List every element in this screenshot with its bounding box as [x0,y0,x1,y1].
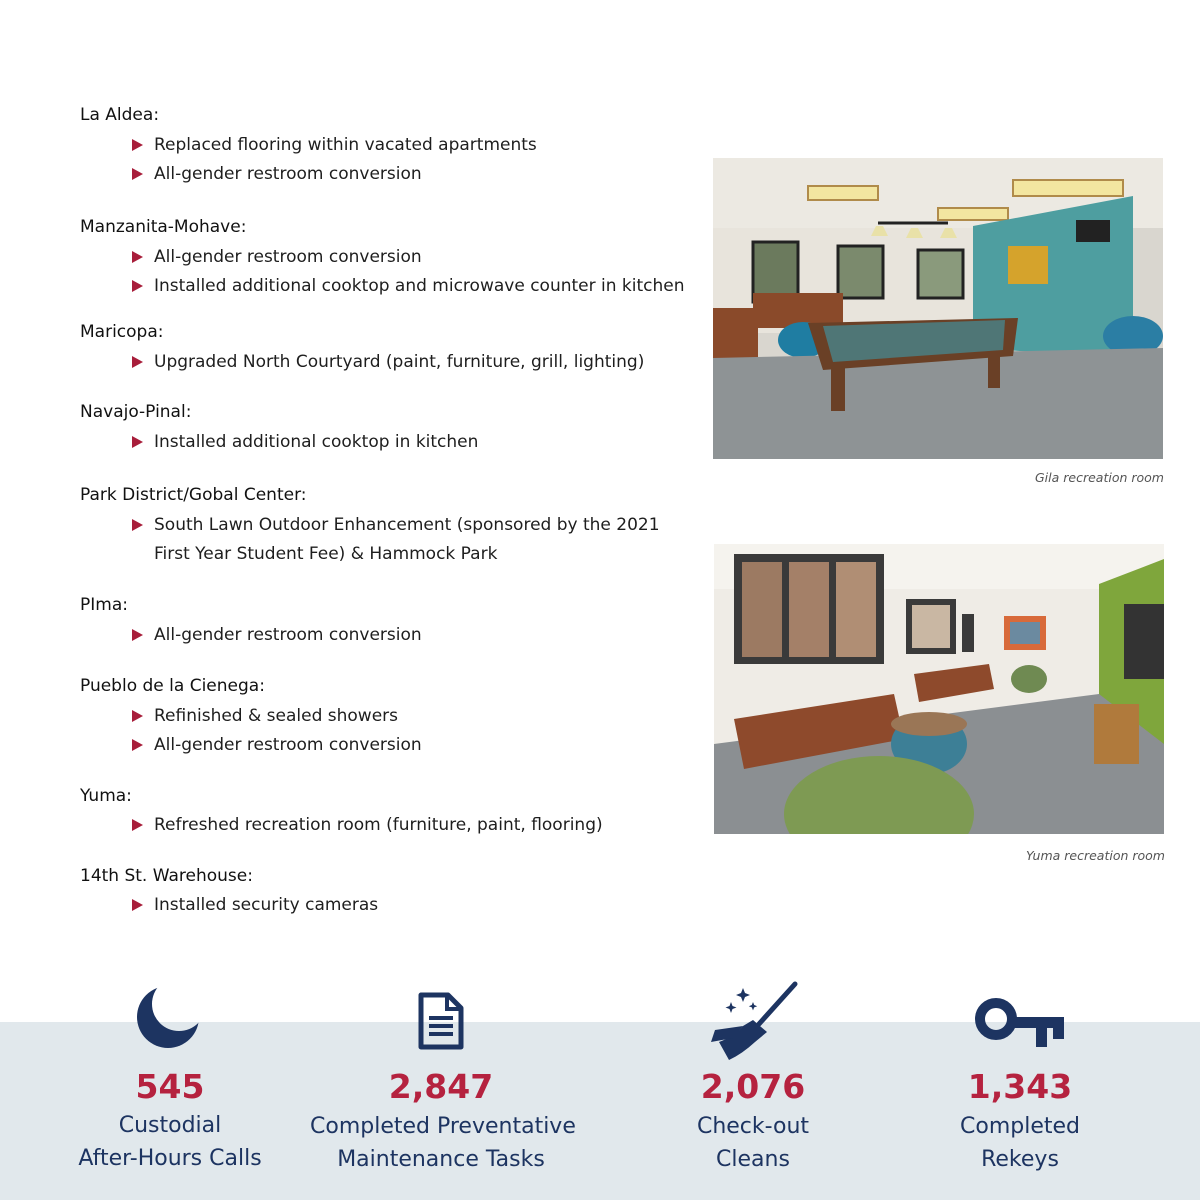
stat-number: 2,076 [700,1067,806,1106]
bullet-triangle-icon [132,251,143,263]
stat-label-line2: Cleans [716,1147,790,1172]
bullet-triangle-icon [132,629,143,641]
section-title-warehouse: 14th St. Warehouse: [80,866,253,886]
section-title-maricopa: Maricopa: [80,322,164,342]
bullet-triangle-icon [132,899,143,911]
section-title-la-aldea: La Aldea: [80,105,160,125]
stat-label-line2: After-Hours Calls [78,1146,262,1171]
stat-label-line1: Completed [960,1114,1080,1139]
stat-label-line2: Maintenance Tasks [337,1147,545,1172]
bullet-triangle-icon [132,819,143,831]
section-title-navajo-pinal: Navajo-Pinal: [80,402,192,422]
stat-label-line1: Check-out [696,1114,810,1139]
crescent-moon-icon [135,980,205,1054]
bullet-triangle-icon [132,519,143,531]
stat-number: 2,847 [388,1067,494,1106]
broom-icon [707,980,799,1066]
bullet-triangle-icon [132,710,143,722]
bullet-triangle-icon [132,139,143,151]
gila-recreation-room-photo [713,158,1163,459]
stat-completed-rekeys [920,975,1120,1195]
stat-label-line2: Rekeys [981,1147,1059,1172]
stat-label-line1: Custodial [118,1113,222,1138]
section-title-manzanita-mohave: Manzanita-Mohave: [80,217,247,237]
stat-number: 1,343 [967,1067,1073,1106]
bullet-triangle-icon [132,168,143,180]
stat-after-hours-calls [70,975,270,1195]
section-title-yuma: Yuma: [80,786,132,806]
bullet-triangle-icon [132,356,143,368]
photo-caption-yuma: Yuma recreation room [1026,848,1165,863]
section-title-pima: PIma: [80,595,128,615]
bullet-triangle-icon [132,436,143,448]
stat-check-out-cleans [653,975,853,1195]
stat-preventative-maintenance [310,975,576,1195]
section-title-pueblo: Pueblo de la Cienega: [80,676,265,696]
bullet-triangle-icon [132,280,143,292]
stat-label-line1: Completed Preventative [310,1114,576,1139]
photo-caption-gila: Gila recreation room [1035,470,1164,485]
document-icon [418,992,464,1054]
project-list: La Aldea: Replaced flooring within vacated apartments All-gender restroom conversion Manzanita-Mohave: All-gender restroom conversion Installed additional cooktop and microwave counter in kitchen Maricopa: Upgraded North Courtyard (paint, furniture, grill, lighting) Navajo-Pinal: Installed additional cooktop in kitchen Park District/Gobal Center: South Lawn Outdoor Enhancement (sponsored by the 2021 First Year Student Fee) & Hammock Park PIma: All-gender restroom conversion Pueblo de la Cienega: Refinished & sealed showers All-gender restroom conversion Yuma: Refreshed recreation room (furniture, paint, flooring) 14th St. Warehouse: Installed security cameras [80,105,685,915]
key-icon [974,995,1066,1055]
bullet-triangle-icon [132,739,143,751]
stat-number: 545 [135,1067,205,1106]
yuma-recreation-room-photo [714,544,1164,834]
section-title-park-district: Park District/Gobal Center: [80,485,307,505]
